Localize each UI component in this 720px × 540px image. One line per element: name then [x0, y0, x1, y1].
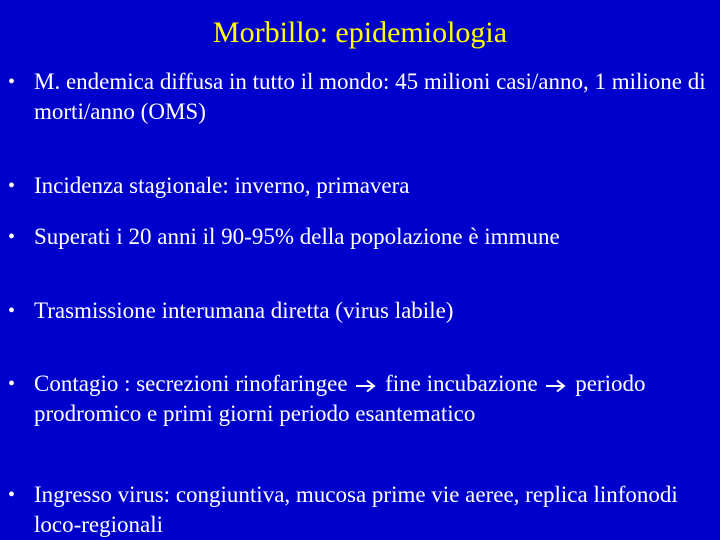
bullet-text: Incidenza stagionale: inverno, primavera — [34, 173, 410, 198]
bullet-dot: • — [8, 226, 16, 248]
bullet-dot: • — [8, 300, 16, 322]
bullet-text: M. endemica diffusa in tutto il mondo: 45 milioni casi/anno, 1 milione di morti/anno (OMS) — [34, 69, 706, 124]
bullet-item — [8, 296, 716, 326]
slide-title: Morbillo: epidemiologia — [212, 16, 508, 49]
bullet-text: Ingresso virus: congiuntiva, mucosa prime vie aeree, replica linfonodi loco-regionali — [34, 482, 678, 537]
bullet-item — [8, 222, 716, 252]
bullet-text — [34, 369, 716, 429]
contagio-part2: fine incubazione — [385, 371, 538, 396]
bullet-item — [8, 480, 716, 540]
contagio-part1: Contagio : secrezioni rinofaringee — [34, 371, 348, 396]
contagio-part3: periodo prodromico e primi giorni periodo esantematico — [34, 371, 646, 426]
bullet-text: Superati i 20 anni il 90-95% della popolazione è immune — [34, 224, 560, 249]
arrow-right-icon — [355, 379, 377, 393]
bullet-item — [8, 67, 716, 127]
bullet-item — [8, 171, 716, 201]
bullet-dot: • — [8, 71, 16, 93]
bullet-dot: • — [8, 484, 16, 506]
bullet-text: Trasmissione interumana diretta (virus labile) — [34, 298, 454, 323]
bullet-dot: • — [8, 373, 16, 395]
arrow-right-icon — [545, 379, 567, 393]
bullet-dot: • — [8, 175, 16, 197]
bullet-item — [8, 369, 716, 429]
